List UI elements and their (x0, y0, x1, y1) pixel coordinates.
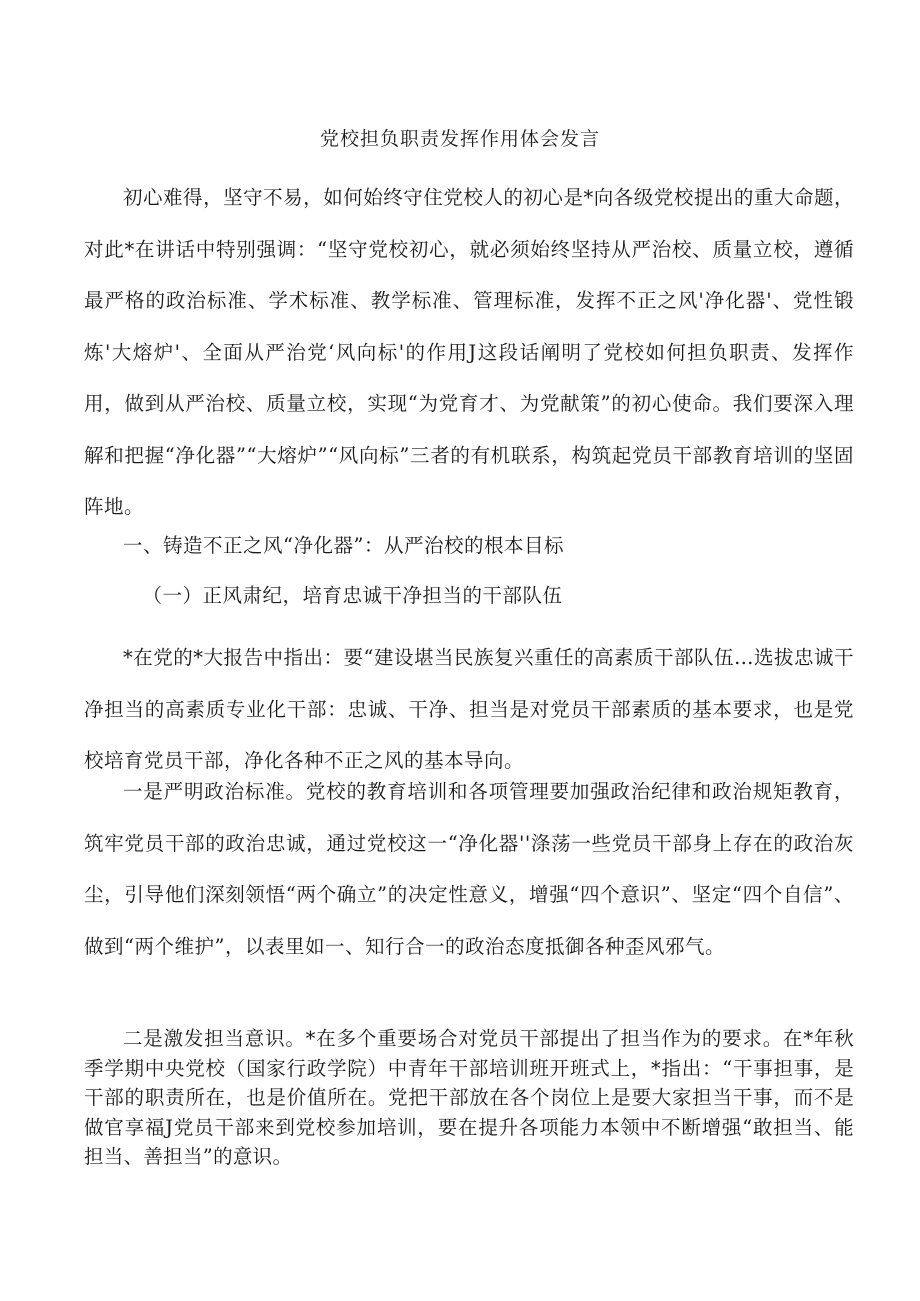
subsection-heading-1: （一）正风肃纪，培育忠诚干净担当的干部队伍 (142, 584, 563, 607)
document-title: 党校担负职责发挥作用体会发言 (319, 128, 600, 150)
paragraph-intro: 初心难得，坚守不易，如何始终守住党校人的初心是*向各级党校提出的重大命题，对此*在讲话中特别强调：“坚守党校初心，就必须始终坚持从严治校、质量立校，遵循最严格的政治标准、学术标准、教学标准、管理标准，发挥不正之风'净化器'、党性锻炼'大熔炉'、全面从严治党‘风向标'的作用J这段话阐明了党校如何担负职责、发挥作用，做到从严治校、质量立校，实现“为党育才、为党献策”的初心使命。我们要深入理解和把握“净化器”“大熔炉”“风向标”三者的有机联系，构筑起党员干部教育培训的坚固阵地。 (84, 186, 854, 518)
paragraph-report-quote: *在党的*大报告中指出：要“建设堪当民族复兴重任的高素质干部队伍…选拔忠诚干净担当的高素质专业化干部：忠诚、干净、担当是对党员干部素质的基本要求，也是党校培育党员干部，净化各种不正之风的基本导向。 (84, 646, 854, 772)
paragraph-responsibility: 二是激发担当意识。*在多个重要场合对党员干部提出了担当作为的要求。在*年秋季学期中央党校（国家行政学院）中青年干部培训班开班式上，*指出：“干事担事，是干部的职责所在，也是价值所在。党把干部放在各个岗位上是要大家担当干事，而不是做官享福J党员干部来到党校参加培训，要在提升各项能力本领中不断增强“敢担当、能担当、善担当”的意识。 (84, 1027, 854, 1168)
section-heading-1: 一、铸造不正之风“净化器”：从严治校的根本目标 (123, 534, 564, 557)
paragraph-political-standard: 一是严明政治标准。党校的教育培训和各项管理要加强政治纪律和政治规矩教育，筑牢党员干部的政治忠诚，通过党校这一“净化器''涤荡一些党员干部身上存在的政治灰尘，引导他们深刻领悟“两个确立”的决定性意义，增强“四个意识”、坚定“四个自信”、做到“两个维护”，以表里如一、知行合一的政治态度抵御各种歪风邪气。 (84, 780, 854, 958)
